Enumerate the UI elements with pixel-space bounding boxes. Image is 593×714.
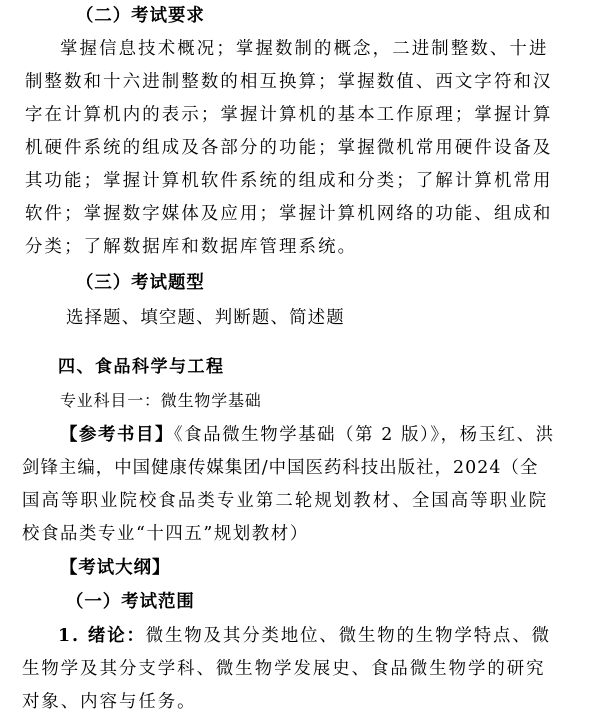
intro-line-3: 对象、内容与任务。 <box>22 692 197 712</box>
section-heading-question-types: （三）考试题型 <box>76 273 205 293</box>
requirements-line-4: 机硬件系统的组成及各部分的功能；掌握微机常用硬件设备及 <box>25 138 553 158</box>
scope-heading: （一）考试范围 <box>66 592 195 612</box>
intro-label: 1. 绪论： <box>58 626 146 646</box>
requirements-line-1: 掌握信息技术概况；掌握数制的概念，二进制整数、十进 <box>60 39 549 59</box>
requirements-line-5: 其功能；掌握计算机软件系统的组成和分类；了解计算机常用 <box>25 171 553 191</box>
subject-one-title: 专业科目一：微生物学基础 <box>60 391 262 410</box>
reference-label: 【参考书目】 <box>60 425 174 445</box>
intro-line-1 <box>58 624 593 648</box>
section-heading-exam-requirements: （二）考试要求 <box>76 6 205 26</box>
reference-line-3: 国高等职业院校食品类专业第二轮规划教材、全国高等职业院 <box>22 491 549 511</box>
part-heading-food-science: 四、食品科学与工程 <box>58 357 225 377</box>
reference-line-2: 剑锋主编，中国健康传媒集团/中国医药科技出版社，2024（全 <box>22 458 539 478</box>
requirements-line-6: 软件；掌握数字媒体及应用；掌握计算机网络的功能、组成和 <box>25 204 553 224</box>
outline-label: 【考试大纲】 <box>60 558 171 578</box>
requirements-line-7: 分类；了解数据库和数据库管理系统。 <box>25 237 358 257</box>
reference-text-1: 《食品微生物学基础（第 2 版）》，杨玉红、洪 <box>173 425 555 445</box>
question-types-text: 选择题、填空题、判断题、简述题 <box>66 308 345 328</box>
reference-line-1 <box>60 423 593 447</box>
intro-text-1: 微生物及其分类地位、微生物的生物学特点、微 <box>145 626 551 646</box>
requirements-line-2: 制整数和十六进制整数的相互换算；掌握数值、西文字符和汉 <box>25 72 553 92</box>
intro-line-2: 生物学及其分支学科、微生物学发展史、食品微生物学的研究 <box>22 659 546 679</box>
reference-line-4: 校食品类专业“十四五”规划教材） <box>22 524 309 544</box>
requirements-line-3: 字在计算机内的表示；掌握计算机的基本工作原理；掌握计算 <box>25 105 553 125</box>
